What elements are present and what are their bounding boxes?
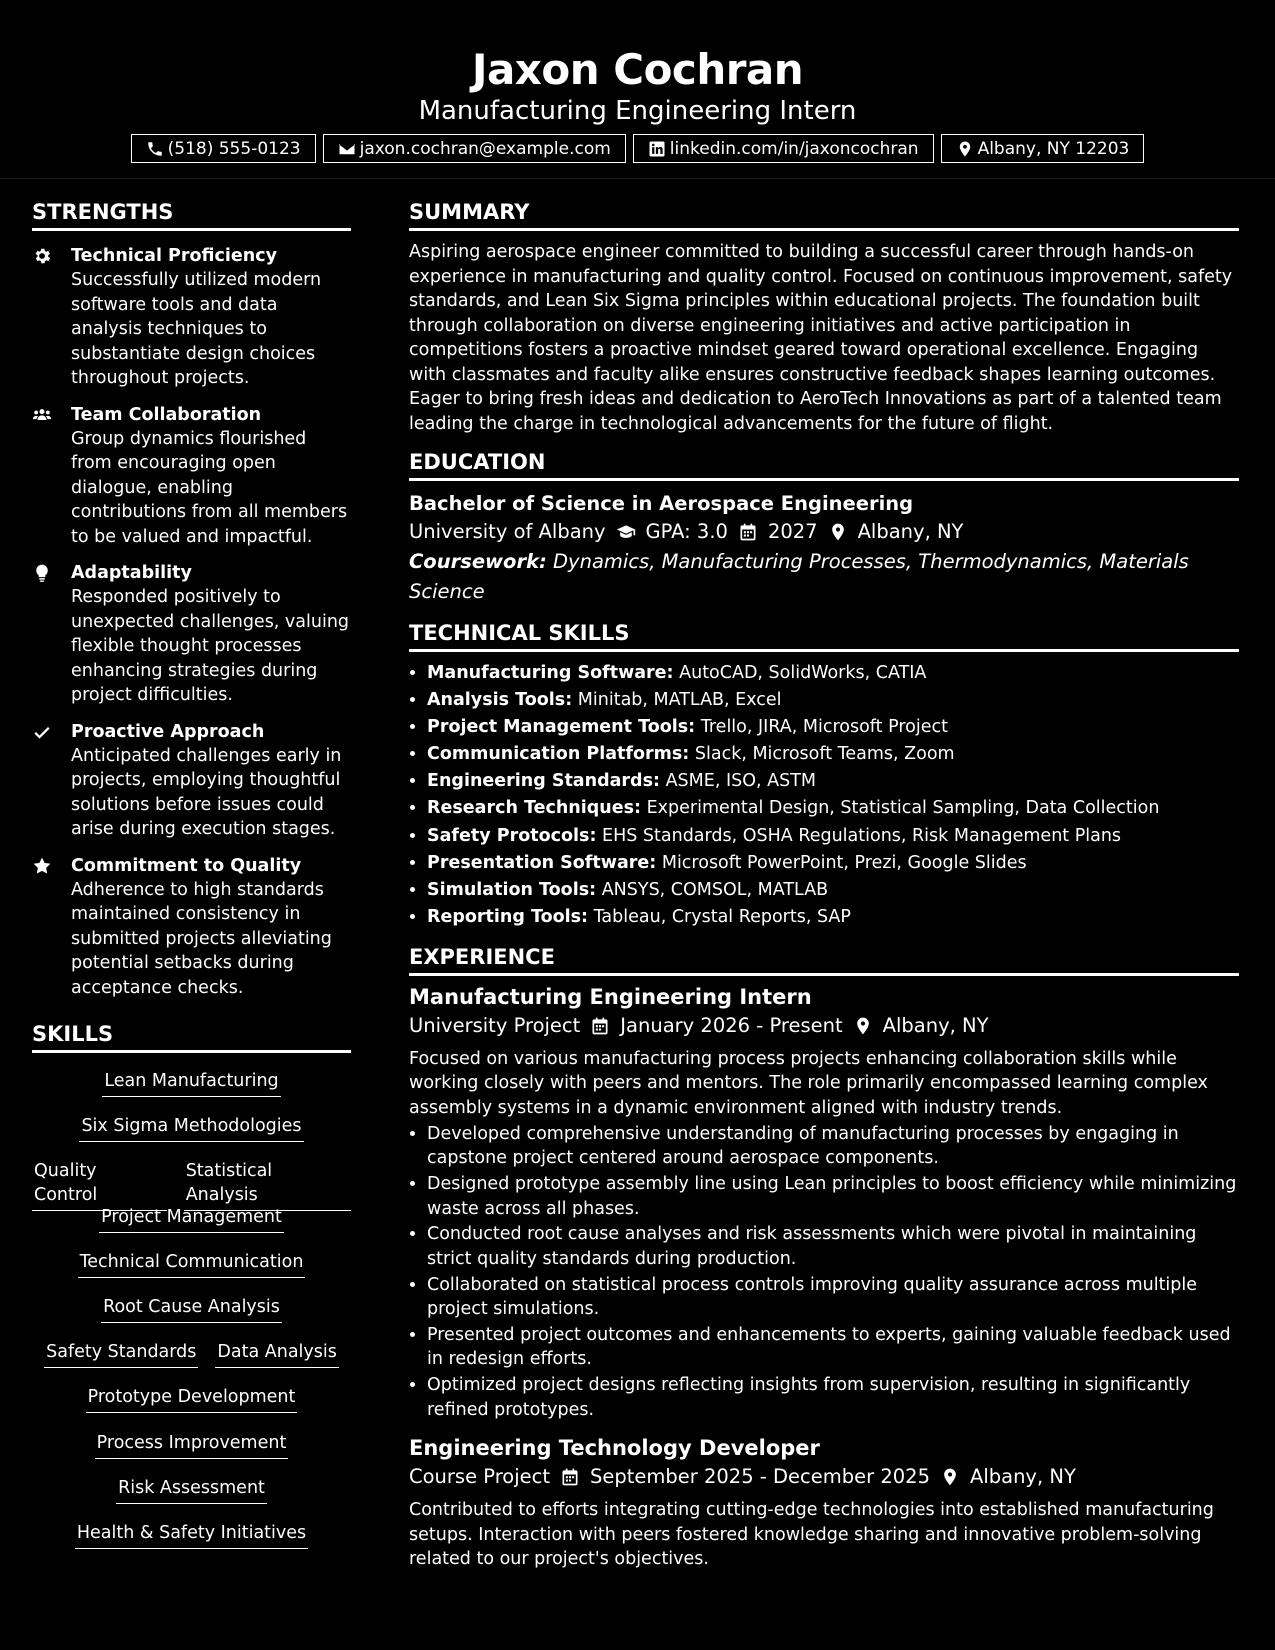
users-icon bbox=[32, 405, 54, 427]
list-item bbox=[427, 850, 1239, 877]
strength-item bbox=[32, 854, 351, 1001]
school-location: Albany, NY bbox=[857, 520, 964, 543]
skill-label: Project Management Tools: bbox=[427, 717, 696, 738]
candidate-name: Jaxon Cochran bbox=[471, 45, 804, 94]
school-name: University of Albany bbox=[409, 520, 606, 543]
graduation-cap-icon bbox=[616, 522, 636, 542]
skill-label: Engineering Standards: bbox=[427, 771, 660, 792]
skill-value: Microsoft PowerPoint, Prezi, Google Slides bbox=[661, 852, 1027, 873]
skill-value: EHS Standards, OSHA Regulations, Risk Management Plans bbox=[602, 825, 1122, 846]
job-description: Focused on various manufacturing process projects enhancing collaboration skills while working closely with peers and mentors. The role primarily encompassed learning complex assembly systems in a dynamic environment aligned with industry trends. bbox=[409, 1048, 1208, 1118]
skill-tag: Project Management bbox=[99, 1205, 284, 1233]
calendar-icon bbox=[560, 1467, 580, 1487]
strength-item bbox=[32, 403, 351, 550]
contact-email[interactable] bbox=[323, 134, 626, 163]
job-location: Albany, NY bbox=[969, 1465, 1076, 1489]
job-title: Engineering Technology Developer bbox=[409, 1436, 820, 1461]
calendar-icon bbox=[590, 1016, 610, 1036]
skill-value: ASME, ISO, ASTM bbox=[665, 771, 816, 792]
skill-label: Presentation Software: bbox=[427, 852, 657, 873]
strength-item bbox=[32, 244, 351, 391]
contact-phone[interactable] bbox=[131, 134, 316, 163]
list-item: • Presented project outcomes and enhancements to experts, gaining valuable feedback used in redesign efforts. bbox=[427, 1323, 1239, 1372]
job-title: Manufacturing Engineering Intern bbox=[409, 984, 812, 1009]
skill-label: Safety Protocols: bbox=[427, 825, 597, 846]
contact-email-text: jaxon.cochran@example.com bbox=[359, 138, 611, 159]
job-meta bbox=[409, 1011, 1239, 1041]
education-meta bbox=[409, 517, 1239, 547]
list-item bbox=[427, 877, 1239, 904]
skill-tag: Process Improvement bbox=[95, 1431, 289, 1459]
resume-header bbox=[0, 0, 1275, 178]
job-bullets bbox=[409, 1122, 1239, 1422]
list-item bbox=[427, 795, 1239, 822]
skills-list bbox=[32, 1061, 351, 1558]
gpa: GPA: 3.0 bbox=[645, 520, 728, 543]
calendar-icon bbox=[738, 522, 758, 542]
strengths-heading: STRENGTHS bbox=[32, 198, 351, 231]
technical-skills-list bbox=[409, 660, 1239, 931]
job-dates: September 2025 - December 2025 bbox=[590, 1465, 930, 1489]
strength-desc: Responded positively to unexpected challenges, valuing flexible thought processes enhancing strategies during project difficulties. bbox=[71, 587, 350, 705]
job-dates: January 2026 - Present bbox=[620, 1013, 843, 1037]
skill-tag: Statistical Analysis bbox=[184, 1159, 351, 1211]
strength-item bbox=[32, 561, 351, 708]
skills-heading: SKILLS bbox=[32, 1020, 351, 1053]
skill-value: Tableau, Crystal Reports, SAP bbox=[593, 906, 851, 927]
strength-title: Team Collaboration bbox=[71, 404, 262, 425]
list-item bbox=[427, 741, 1239, 768]
summary-text: Aspiring aerospace engineer committed to building a successful career through hands-on experience in manufacturing and quality control. Focused on continuous improvement, safety standards, and Lean Six Sigma principles within educational projects. The foundation built through collaboration on diverse engineering initiatives and active participation in competitions fosters a proactive mindset geared toward operational excellence. Engaging with classmates and faculty alike ensures constructive feedback shapes learning outcomes. Eager to bring fresh ideas and dedication to AeroTech Innovations as part of a talented team leading the charge in technological advancements for the future of flight. bbox=[409, 242, 1233, 434]
check-icon bbox=[32, 722, 54, 744]
contact-location-text: Albany, NY 12203 bbox=[977, 138, 1130, 159]
envelope-icon bbox=[338, 140, 356, 158]
list-item bbox=[427, 687, 1239, 714]
skill-value: Experimental Design, Statistical Sampling, Data Collection bbox=[646, 798, 1160, 819]
strength-desc: Anticipated challenges early in projects, employing thoughtful solutions before issues could arise during execution stages. bbox=[71, 745, 342, 839]
list-item bbox=[427, 904, 1239, 931]
summary-heading: SUMMARY bbox=[409, 198, 1239, 231]
skill-tag: Prototype Development bbox=[86, 1385, 298, 1413]
candidate-title: Manufacturing Engineering Intern bbox=[418, 96, 857, 126]
skill-label: Research Techniques: bbox=[427, 798, 642, 819]
contact-linkedin[interactable] bbox=[633, 134, 934, 163]
contact-linkedin-text: linkedin.com/in/jaxoncochran bbox=[669, 138, 919, 159]
header-divider bbox=[0, 178, 1275, 179]
skill-label: Manufacturing Software: bbox=[427, 663, 674, 683]
linkedin-icon bbox=[648, 140, 666, 158]
list-item: • Collaborated on statistical process controls improving quality assurance across multiple project simulations. bbox=[427, 1273, 1239, 1322]
strength-title: Proactive Approach bbox=[71, 721, 265, 742]
graduation-year: 2027 bbox=[767, 520, 818, 543]
skill-value: ANSYS, COMSOL, MATLAB bbox=[601, 879, 829, 900]
list-item: • Developed comprehensive understanding of manufacturing processes by engaging in capstone project centered around aerospace components. bbox=[427, 1122, 1239, 1171]
map-pin-icon bbox=[828, 522, 848, 542]
contact-phone-text: (518) 555-0123 bbox=[167, 138, 301, 159]
map-pin-icon bbox=[940, 1467, 960, 1487]
list-item: • Designed prototype assembly line using Lean principles to boost efficiency while minimizing waste across all phases. bbox=[427, 1172, 1239, 1221]
job-description: Contributed to efforts integrating cutting-edge technologies into established manufacturing setups. Interaction with peers fostered knowledge sharing and innovative problem-solving related to our project's objectives. bbox=[409, 1500, 1214, 1570]
skill-tag: Technical Communication bbox=[78, 1250, 306, 1278]
list-item bbox=[427, 714, 1239, 741]
strength-item bbox=[32, 720, 351, 842]
job-org: University Project bbox=[409, 1013, 581, 1037]
strength-title: Technical Proficiency bbox=[71, 246, 277, 266]
skill-tag: Lean Manufacturing bbox=[102, 1069, 280, 1097]
map-pin-icon bbox=[956, 140, 974, 158]
left-column bbox=[32, 198, 351, 1558]
coursework-label: Coursework: bbox=[409, 550, 547, 573]
coursework-list: Dynamics, Manufacturing Processes, Thermodynamics, Materials Science bbox=[409, 550, 1189, 603]
job-location: Albany, NY bbox=[882, 1013, 989, 1037]
strength-title: Adaptability bbox=[71, 563, 192, 583]
skill-label: Analysis Tools: bbox=[427, 690, 573, 711]
phone-icon bbox=[146, 140, 164, 158]
experience-heading: EXPERIENCE bbox=[409, 943, 1239, 976]
job-meta bbox=[409, 1462, 1239, 1492]
strength-desc: Adherence to high standards maintained consistency in submitted projects alleviating potential setbacks during acceptance checks. bbox=[71, 879, 332, 998]
skill-tag: Data Analysis bbox=[215, 1340, 338, 1368]
strength-desc: Group dynamics flourished from encouraging open dialogue, enabling contributions from all members to be valued and impactful. bbox=[71, 428, 348, 547]
map-pin-icon bbox=[853, 1016, 873, 1036]
skill-tag: Quality Control bbox=[32, 1159, 167, 1211]
degree-title: Bachelor of Science in Aerospace Engineering bbox=[409, 492, 914, 515]
job-org: Course Project bbox=[409, 1465, 550, 1489]
contact-bar bbox=[0, 134, 1275, 163]
skill-value: AutoCAD, SolidWorks, CATIA bbox=[679, 663, 927, 683]
list-item: • Optimized project designs reflecting insights from supervision, resulting in significantly refined prototypes. bbox=[427, 1373, 1239, 1422]
skill-value: Minitab, MATLAB, Excel bbox=[577, 690, 782, 711]
list-item: • Conducted root cause analyses and risk assessments which were pivotal in maintaining strict quality standards during production. bbox=[427, 1222, 1239, 1271]
education-heading: EDUCATION bbox=[409, 448, 1239, 481]
gear-icon bbox=[32, 246, 54, 268]
skill-tag: Root Cause Analysis bbox=[101, 1295, 282, 1323]
skill-label: Simulation Tools: bbox=[427, 879, 597, 900]
right-column bbox=[409, 198, 1239, 1572]
list-item bbox=[427, 660, 1239, 687]
star-icon bbox=[32, 856, 54, 878]
skill-label: Communication Platforms: bbox=[427, 744, 690, 765]
skill-tag: Risk Assessment bbox=[116, 1476, 267, 1504]
strength-title: Commitment to Quality bbox=[71, 855, 302, 876]
skill-tag: Six Sigma Methodologies bbox=[79, 1114, 303, 1142]
skill-value: Slack, Microsoft Teams, Zoom bbox=[694, 744, 955, 765]
list-item bbox=[427, 768, 1239, 795]
lightbulb-icon bbox=[32, 563, 54, 585]
coursework bbox=[409, 547, 1239, 607]
skill-tag: Health & Safety Initiatives bbox=[75, 1521, 308, 1549]
strength-desc: Successfully utilized modern software tools and data analysis techniques to substantiate design choices throughout projects. bbox=[71, 270, 322, 388]
list-item bbox=[427, 823, 1239, 850]
skill-label: Reporting Tools: bbox=[427, 906, 589, 927]
skill-tag: Safety Standards bbox=[44, 1340, 198, 1368]
technical-skills-heading: TECHNICAL SKILLS bbox=[409, 619, 1239, 652]
contact-location bbox=[941, 134, 1145, 163]
skill-value: Trello, JIRA, Microsoft Project bbox=[700, 717, 948, 738]
